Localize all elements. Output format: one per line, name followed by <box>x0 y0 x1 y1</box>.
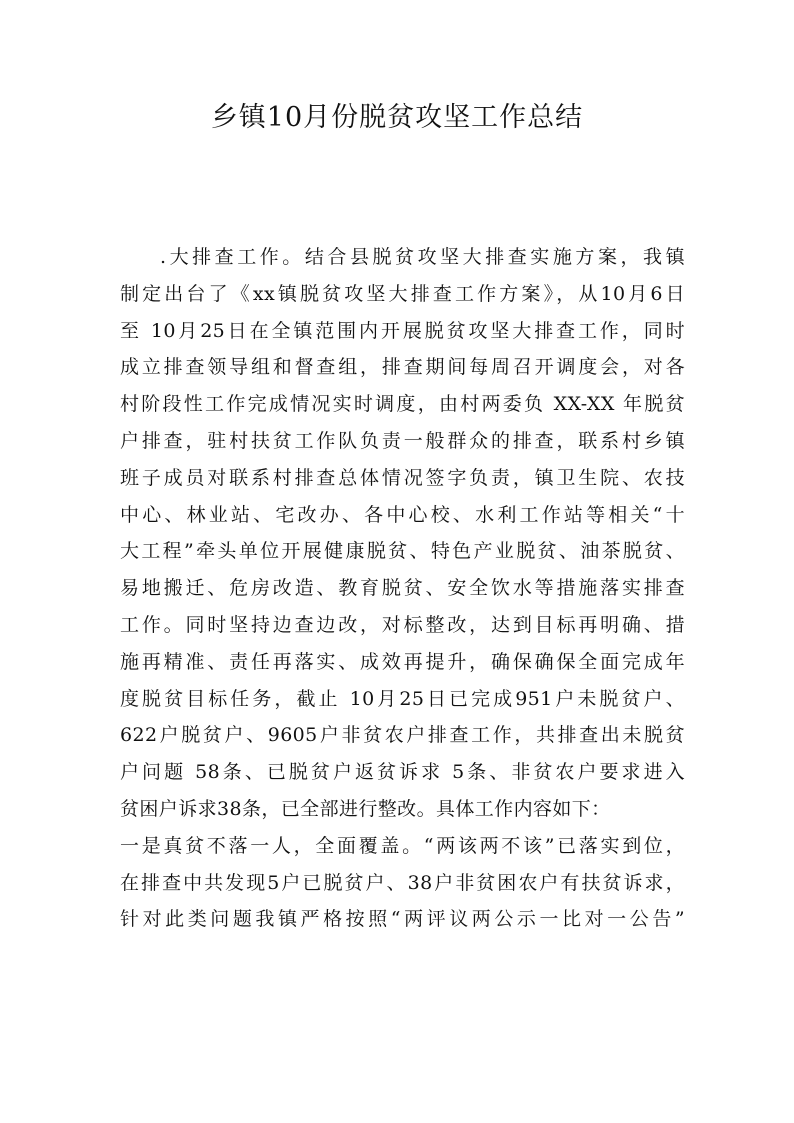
body-line: 户排查，驻村扶贫工作队负责一般群众的排查，联系村乡镇 <box>120 429 685 452</box>
body-line: .大排查工作。结合县脱贫攻坚大排查实施方案，我镇 <box>160 246 685 268</box>
body-line: 针对此类问题我镇严格按照“两评议两公示一比对一公告” <box>120 908 685 931</box>
document-body <box>120 239 685 938</box>
body-line: 班子成员对联系村排查总体情况签字负责，镇卫生院、农技 <box>120 466 685 489</box>
body-line: 施再精准、责任再落实、成效再提升，确保确保全面完成年 <box>120 650 685 673</box>
body-line: 贫困户诉求38条，已全部进行整改。具体工作内容如下： <box>120 797 611 820</box>
body-line: 度脱贫目标任务，截止 10月25日已完成951户未脱贫户、 <box>120 687 685 710</box>
body-line: 中心、林业站、宅改办、各中心校、水利工作站等相关“十 <box>120 503 685 526</box>
body-line: 村阶段性工作完成情况实时调度，由村两委负 XX-XX 年脱贫 <box>120 393 685 416</box>
body-line: 622户脱贫户、9605户非贫农户排查工作，共排查出未脱贫 <box>120 724 685 747</box>
body-line: 一是真贫不落一人，全面覆盖。“两该两不该”已落实到位， <box>120 834 685 857</box>
body-line: 大工程”牵头单位开展健康脱贫、特色产业脱贫、油茶脱贫、 <box>120 540 685 563</box>
body-line: 工作。同时坚持边查边改，对标整改，达到目标再明确、措 <box>120 613 685 636</box>
body-line: 至 10月25日在全镇范围内开展脱贫攻坚大排查工作，同时 <box>120 319 685 342</box>
body-line: 在排查中共发现5户已脱贫户、38户非贫困农户有扶贫诉求， <box>120 871 685 894</box>
body-line: 易地搬迁、危房改造、教育脱贫、安全饮水等措施落实排查 <box>120 577 685 600</box>
document-title: 乡镇10月份脱贫攻坚工作总结 <box>210 102 584 133</box>
body-line: 成立排查领导组和督查组，排查期间每周召开调度会，对各 <box>120 356 685 379</box>
body-line: 户问题 58条、已脱贫户返贫诉求 5条、非贫农户要求进入 <box>120 761 685 784</box>
body-line: 制定出台了《xx镇脱贫攻坚大排查工作方案》，从10月6日 <box>120 282 685 305</box>
